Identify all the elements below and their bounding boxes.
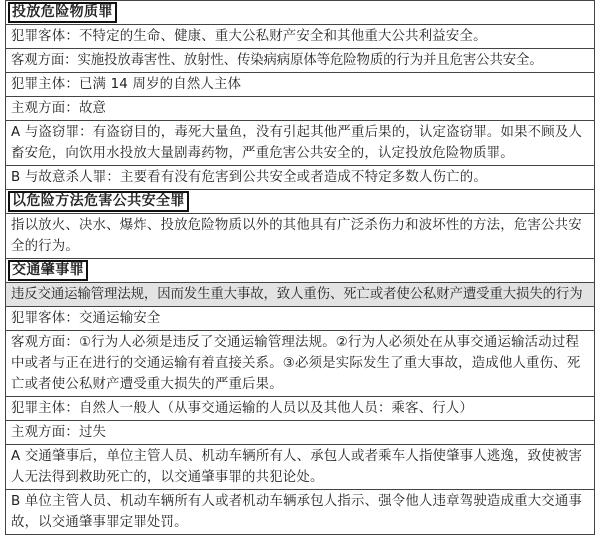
text-row: 犯罪主体：已满 14 周岁的自然人主体: [6, 72, 594, 96]
text-row: 主观方面：过失: [6, 420, 594, 444]
section-heading: 交通肇事罪: [6, 258, 594, 282]
highlight-row: 违反交通运输管理法规，因而发生重大事故，致人重伤、死亡或者使公私财产遭受重大损失的行为: [6, 282, 594, 306]
text-row: A 与盗窃罪：有盗窃目的，毒死大量鱼，没有引起其他严重后果的，认定盗窃罪。如果不顾及人畜安危，向饮用水投放大量剧毒药物，严重危害公共安全的，认定投放危险物质罪。: [6, 120, 594, 165]
text-row: B 单位主管人员、机动车辆所有人或者机动车辆承包人指示、强令他人违章驾驶造成重大交通事故，以交通肇事罪定罪处罚。: [6, 489, 594, 534]
text-row: 犯罪客体：交通运输安全: [6, 306, 594, 330]
text-row: A 交通肇事后，单位主管人员、机动车辆所有人、承包人或者乘车人指使肇事人逃逸，致使被害人无法得到救助死亡的，以交通肇事罪的共犯论处。: [6, 444, 594, 489]
text-row: B 与故意杀人罪：主要看有没有危害到公共安全或者造成不特定多数人伤亡的。: [6, 165, 594, 189]
text-row: 主观方面：故意: [6, 96, 594, 120]
text-row: 客观方面：①行为人必须是违反了交通运输管理法规。②行为人必须处在从事交通运输活动过程中或者与正在进行的交通运输有着直接关系。③必须是实际发生了重大事故，造成他人重伤、死亡或者使公私财产遭受重大损失的严重后果。: [6, 330, 594, 396]
text-row: 犯罪主体：自然人一般人（从事交通运输的人员以及其他人员：乘客、行人）: [6, 396, 594, 420]
document-table: [5, 0, 595, 535]
text-row: 指以放火、决水、爆炸、投放危险物质以外的其他具有广泛杀伤力和波坏性的方法，危害公共安全的行为。: [6, 213, 594, 258]
section-heading: 以危险方法危害公共安全罪: [6, 189, 594, 213]
text-row: 客观方面：实施投放毒害性、放射性、传染病病原体等危险物质的行为并且危害公共安全。: [6, 48, 594, 72]
section-heading: 投放危险物质罪: [6, 0, 594, 24]
text-row: 犯罪客体：不特定的生命、健康、重大公私财产安全和其他重大公共利益安全。: [6, 24, 594, 48]
